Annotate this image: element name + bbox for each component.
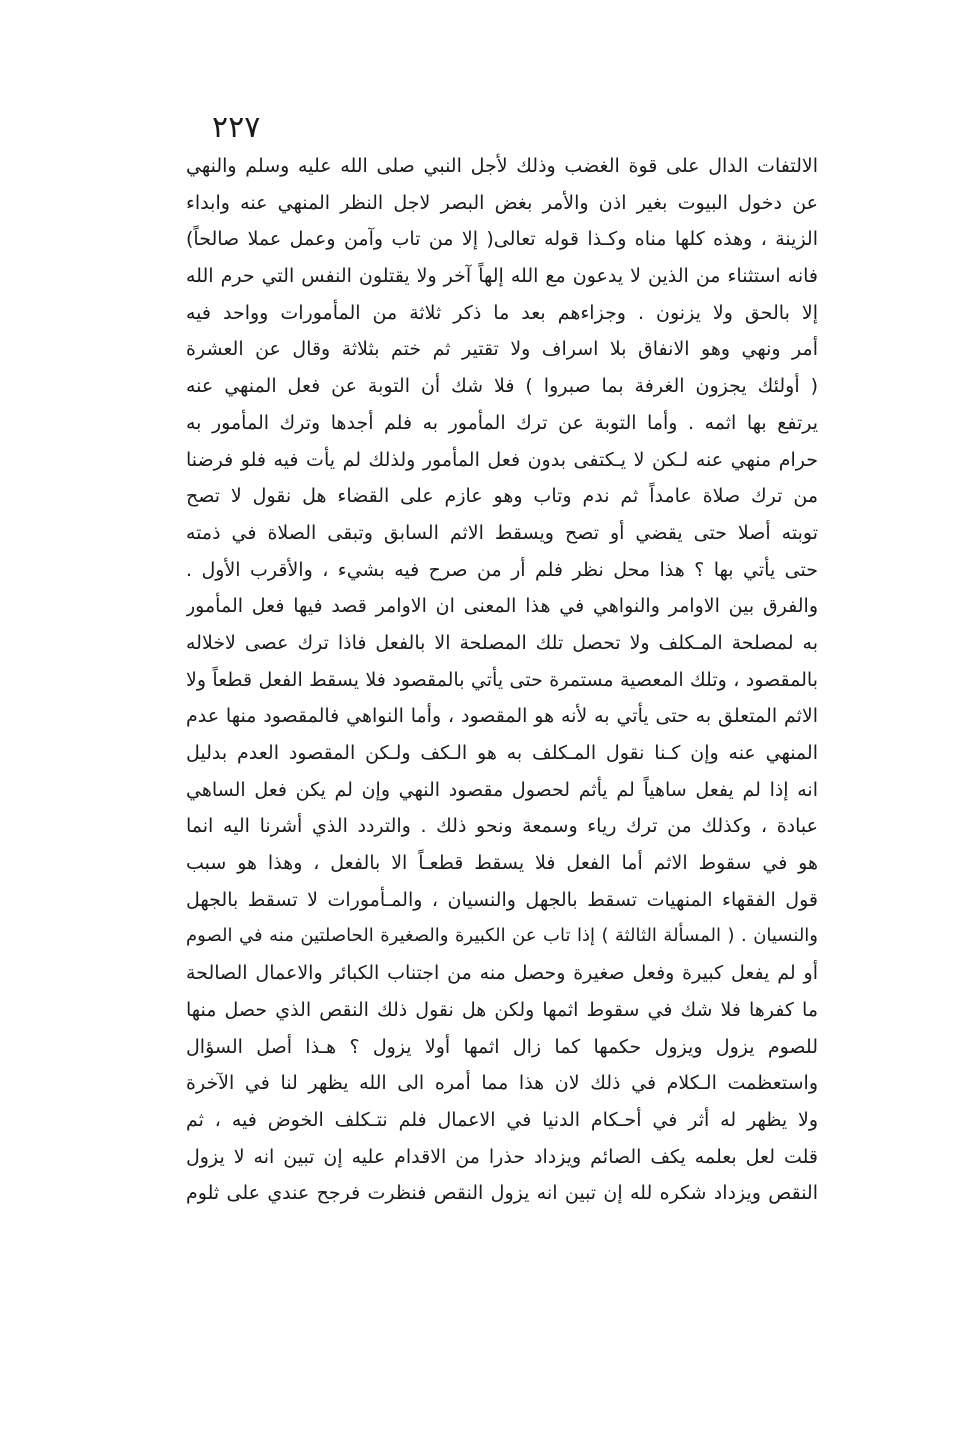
text-line: بالمقصود ، وتلك المعصية مستمرة حتى يأتي بالمقصود فلا يسقط الفعل قطعاً ولا (186, 668, 818, 691)
text-body (186, 148, 818, 1212)
text-line: حتى يأتي بها ؟ هذا محل نظر فلم أر من صرح فيه بشيء ، والأقرب الأول . (186, 558, 818, 581)
text-line: ( أولئك يجزون الغرفة بما صبروا ) فلا شك أن التوبة عن فعل المنهي عنه (186, 375, 818, 398)
text-line: أو لم يفعل كبيرة وفعل صغيرة وحصل منه من اجتناب الكبائر والاعمال الصالحة (186, 962, 818, 985)
text-line: أمر ونهي وهو الانفاق بلا اسراف ولا تقتير ثم ختم بثلاثة وقال عن العشرة (186, 338, 818, 361)
text-line: إلا بالحق ولا يزنون . وجزاءهم بعد ما ذكر ثلاثة من المأمورات وواحد فيه (186, 301, 818, 324)
text-line: الالتفات الدال على قوة الغضب وذلك لأجل النبي صلى الله عليه وسلم والنهي (186, 155, 818, 177)
text-line: من ترك صلاة عامداً ثم ندم وتاب وهو عازم على القضاء هل نقول لا تصح (186, 485, 818, 508)
text-line: المنهي عنه وإن كـنا نقول المـكلف به هو الـكف ولـكن المقصود العدم بدليل (186, 742, 818, 764)
text-line: فانه استثناء من الذين لا يدعون مع الله إلهاً آخر ولا يقتلون النفس التي حرم الله (186, 265, 818, 288)
text-line: عن دخول البيوت بغير اذن والأمر بغض البصر لاجل النظر المنهي عنه وابداء (186, 191, 818, 214)
text-line: عبادة ، وكذلك من ترك رياء وسمعة ونحو ذلك . والتردد الذي أشرنا اليه انما (186, 815, 818, 838)
text-line: النقص ويزداد شكره لله إن تبين انه يزول النقص فنظرت فرجح عندي على ثلوم (186, 1182, 818, 1205)
text-line: يرتفع بها اثمه . وأما التوبة عن ترك المأمور به فلم أجدها وترك المأمور به (186, 411, 818, 434)
text-line: واستعظمت الـكلام في ذلك لان هذا مما أمره الى الله يظهر لنا في الآخرة (186, 1072, 818, 1095)
text-line: للصوم يزول ويزول حكمها كما زال اثمها أولا يزول ؟ هـذا أصل السؤال (186, 1035, 818, 1058)
text-line: حرام منهي عنه لـكن لا يـكتفى بدون فعل المأمور ولذلك لم يأت فيه فلو فرضنا (186, 448, 818, 471)
text-line: الاثم المتعلق به حتى يأتي به لأنه هو المقصود ، وأما النواهي فالمقصود منها عدم (186, 705, 818, 728)
text-line: الزينة ، وهذه كلها مناه وكـذا قوله تعالى( إلا من تاب وآمن وعمل عملا صالحاً) (186, 228, 818, 251)
text-line: هو في سقوط الاثم أما الفعل فلا يسقط قطعـاً الا بالفعل ، وهذا هو سبب (186, 852, 818, 875)
text-line: والنسيان . ( المسألة الثالثة ) إذا تاب عن الكبيرة والصغيرة الحاصلتين منه في الصوم (186, 925, 818, 947)
text-line: والفرق بين الاوامر والنواهي في هذا المعنى ان الاوامر قصد فيها فعل المأمور (186, 595, 818, 618)
text-line: توبته أصلا حتى يقضي أو تصح ويسقط الاثم السابق وتبقى الصلاة في ذمته (186, 521, 818, 544)
text-line: قول الفقهاء المنهيات تسقط بالجهل والنسيان ، والمـأمورات لا تسقط بالجهل (186, 888, 818, 911)
text-line: ولا يظهر له أثر في أحـكام الدنيا في الاعمال فلم نتـكلف الخوض فيه ، ثم (186, 1108, 818, 1131)
page-number: ٢٢٧ (212, 110, 261, 145)
text-line: ما كفرها فلا شك في سقوط اثمها ولكن هل نقول ذلك النقص الذي حصل منها (186, 998, 818, 1021)
text-line: انه إذا لم يفعل ساهياً لم يأثم لحصول مقصود النهي وإن لم يكن فعل الساهي (186, 778, 818, 801)
text-line: به لمصلحة المـكلف ولا تحصل تلك المصلحة الا بالفعل فاذا ترك عصى لاخلاله (186, 631, 818, 654)
text-line: قلت لعل بعلمه يكف الصائم ويزداد حذرا من الاقدام عليه إن تبين انه لا يزول (186, 1145, 818, 1168)
